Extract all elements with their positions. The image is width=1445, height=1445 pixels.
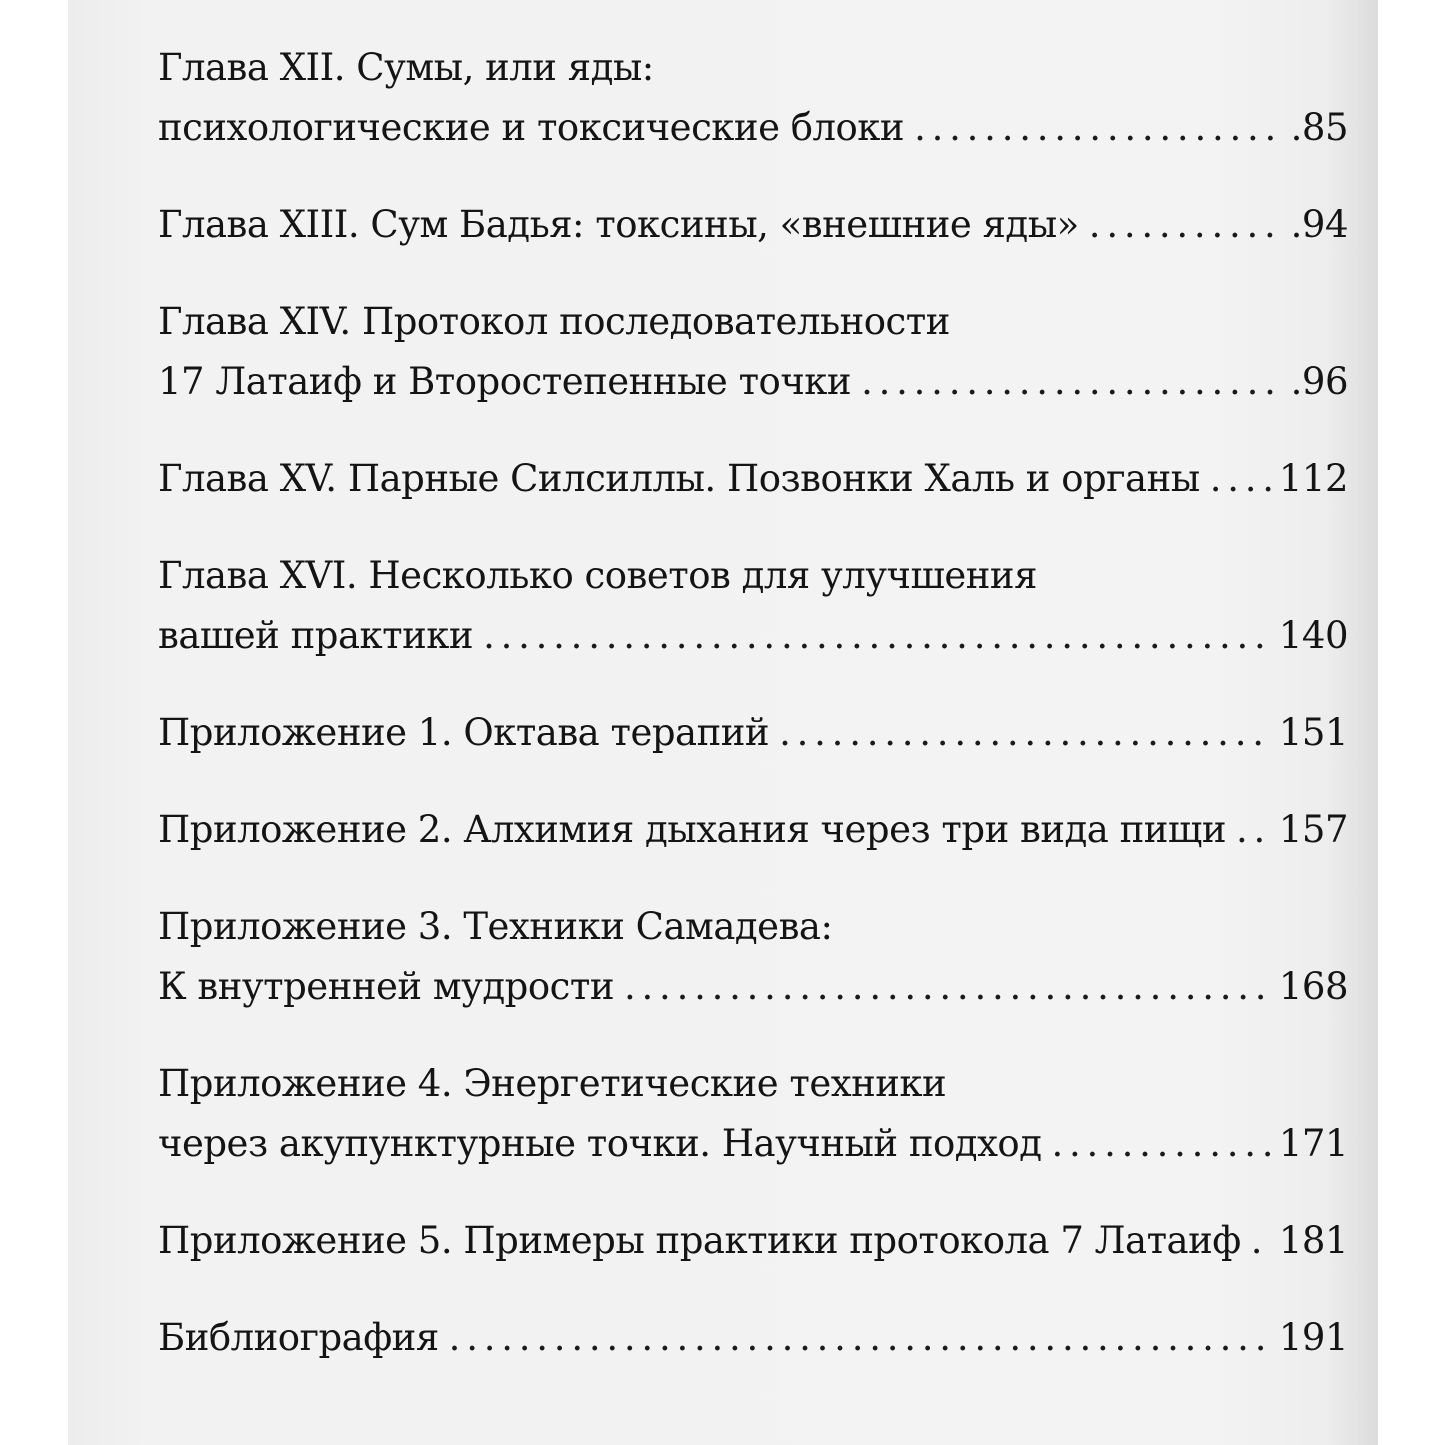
dot-leader (914, 98, 1283, 158)
book-page (68, 0, 1378, 1445)
dot-leader (449, 1308, 1271, 1368)
toc-entry-title-line: Глава XIV. Протокол последовательности (158, 300, 950, 343)
toc-entry-title-line: Глава XV. Парные Силсиллы. Позвонки Халь и органы (158, 457, 1200, 500)
dot-leader (1236, 800, 1271, 860)
toc-entry-title-line: Глава XIII. Сум Бадья: токсины, «внешние яды» (158, 203, 1079, 246)
page-number: 171 (1278, 1122, 1348, 1165)
dot-leader (861, 352, 1283, 412)
toc-entry-last-line (158, 98, 1348, 158)
page-number: .96 (1290, 360, 1348, 403)
page-number: .94 (1290, 203, 1348, 246)
dot-leader (1210, 449, 1271, 509)
dot-leader (624, 957, 1271, 1017)
toc-entry (158, 38, 1348, 158)
page-number: 157 (1278, 808, 1348, 851)
toc-entry-title-line: через акупунктурные точки. Научный подход (158, 1122, 1042, 1165)
toc-entry (158, 449, 1348, 509)
toc-entry-title-line: психологические и токсические блоки (158, 106, 905, 149)
dot-leader (483, 606, 1271, 666)
page-number: .85 (1290, 106, 1348, 149)
toc-entry (158, 1308, 1348, 1368)
toc-entry-title-line: К внутренней мудрости (158, 965, 614, 1008)
dot-leader (1089, 195, 1283, 255)
page-number: 181 (1278, 1219, 1348, 1262)
toc-entry-last-line (158, 703, 1348, 763)
dot-leader (779, 703, 1271, 763)
toc-entry-title-line: Приложение 3. Техники Самадева: (158, 905, 833, 948)
dot-leader (1052, 1114, 1271, 1174)
toc-entry (158, 292, 1348, 412)
toc-entry (158, 703, 1348, 763)
toc-entry-last-line (158, 606, 1348, 666)
page-number: 168 (1278, 965, 1348, 1008)
toc-entry-title-line: Приложение 1. Октава терапий (158, 711, 770, 754)
toc-entry-title-line: Приложение 4. Энергетические техники (158, 1062, 947, 1105)
toc-entry (158, 1054, 1348, 1174)
toc-entry-title-line: Приложение 5. Примеры практики протокола 7 Латаиф (158, 1219, 1241, 1262)
page-number: 151 (1278, 711, 1348, 754)
toc-entry-last-line (158, 957, 1348, 1017)
toc-entry (158, 897, 1348, 1017)
toc-entry (158, 546, 1348, 666)
toc-entry-title-line: вашей практики (158, 614, 474, 657)
page-number: 140 (1278, 614, 1348, 657)
toc-entry-last-line (158, 1308, 1348, 1368)
table-of-contents (158, 38, 1348, 1405)
dot-leader (1251, 1211, 1271, 1271)
toc-entry-last-line (158, 1211, 1348, 1271)
toc-entry-last-line (158, 352, 1348, 412)
toc-entry-title-line: Глава XII. Сумы, или яды: (158, 46, 654, 89)
page-number: 191 (1278, 1316, 1348, 1359)
toc-entry-last-line (158, 449, 1348, 509)
page-number: 112 (1278, 457, 1348, 500)
toc-entry-last-line (158, 1114, 1348, 1174)
toc-entry (158, 195, 1348, 255)
toc-entry-title-line: 17 Латаиф и Второстепенные точки (158, 360, 852, 403)
toc-entry-title-line: Библиография (158, 1316, 439, 1359)
toc-entry-last-line (158, 195, 1348, 255)
toc-entry (158, 800, 1348, 860)
toc-entry-title-line: Глава XVI. Несколько советов для улучшения (158, 554, 1037, 597)
toc-entry-title-line: Приложение 2. Алхимия дыхания через три вида пищи (158, 808, 1226, 851)
toc-entry-last-line (158, 800, 1348, 860)
toc-entry (158, 1211, 1348, 1271)
